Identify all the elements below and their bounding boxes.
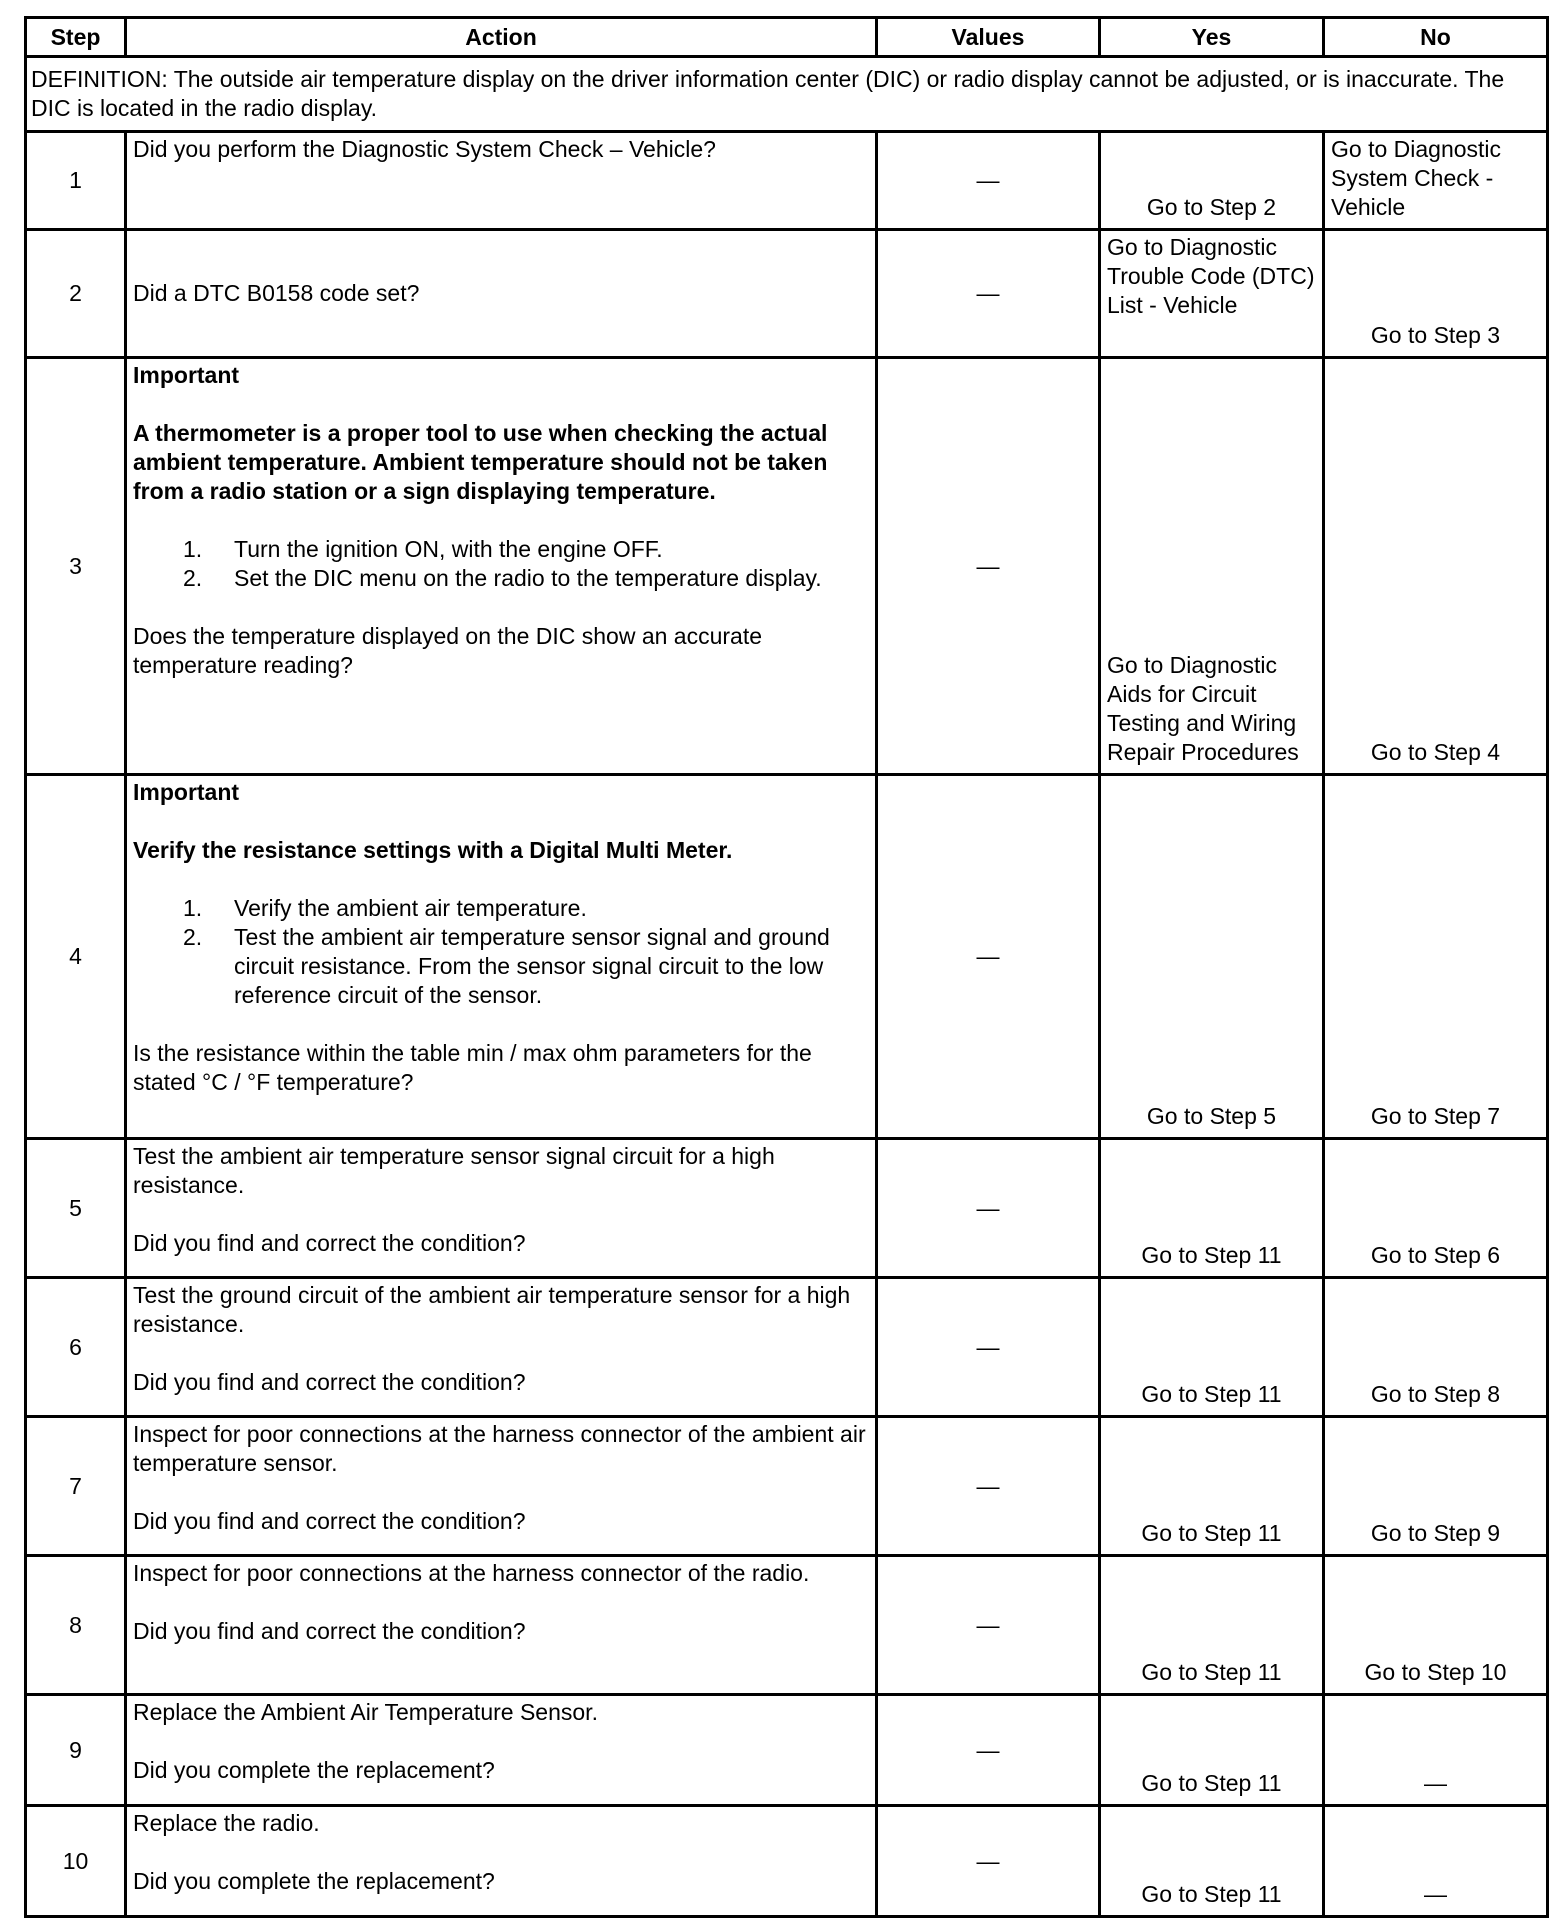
table-row [26, 358, 1548, 775]
yes-cell: Go to Diagnostic Trouble Code (DTC) List - Vehicle [1100, 230, 1324, 358]
header-yes: Yes [1100, 18, 1324, 57]
list-item [183, 894, 869, 923]
yes-cell: Go to Step 11 [1100, 1417, 1324, 1556]
step-number: 3 [26, 358, 126, 775]
values-cell: — [877, 230, 1100, 358]
action-question: Did you perform the Diagnostic System Check – Vehicle? [133, 136, 716, 162]
action-question: Is the resistance within the table min / max ohm parameters for the stated °C / °F temperature? [133, 1040, 812, 1095]
values-cell: — [877, 1695, 1100, 1806]
action-cell [126, 1806, 877, 1917]
values-cell: — [877, 358, 1100, 775]
values-cell: — [877, 1278, 1100, 1417]
action-instruction: Inspect for poor connections at the harness connector of the radio. [133, 1560, 810, 1586]
list-item [183, 535, 869, 564]
step-number: 8 [26, 1556, 126, 1695]
table-row [26, 1806, 1548, 1917]
header-no: No [1324, 18, 1548, 57]
table-row [26, 1417, 1548, 1556]
no-cell: Go to Step 8 [1324, 1278, 1548, 1417]
list-number: 1. [183, 536, 203, 562]
no-cell: Go to Step 3 [1324, 230, 1548, 358]
list-text: Test the ambient air temperature sensor signal and ground circuit resistance. From the sensor signal circuit to the low reference circuit of the sensor. [234, 924, 830, 1008]
action-cell [126, 1556, 877, 1695]
header-action: Action [126, 18, 877, 57]
no-cell: Go to Step 4 [1324, 358, 1548, 775]
action-instruction: Replace the radio. [133, 1810, 320, 1836]
table-row [26, 1139, 1548, 1278]
action-cell [126, 1278, 877, 1417]
values-cell: — [877, 775, 1100, 1139]
action-question: Did you find and correct the condition? [133, 1369, 526, 1395]
action-instruction: Test the ambient air temperature sensor signal circuit for a high resistance. [133, 1143, 775, 1198]
action-question: Does the temperature displayed on the DIC show an accurate temperature reading? [133, 623, 763, 678]
diagnostic-table-container [24, 16, 1549, 1918]
table-row [26, 1278, 1548, 1417]
yes-cell: Go to Step 5 [1100, 775, 1324, 1139]
no-cell: Go to Step 10 [1324, 1556, 1548, 1695]
step-number: 1 [26, 132, 126, 230]
important-note: A thermometer is a proper tool to use when checking the actual ambient temperature. Ambient temperature should not be taken from a radio station or a sign displaying temperature. [133, 420, 828, 504]
yes-cell: Go to Step 11 [1100, 1139, 1324, 1278]
values-cell: — [877, 132, 1100, 230]
no-cell: Go to Step 9 [1324, 1417, 1548, 1556]
no-cell: Go to Step 7 [1324, 775, 1548, 1139]
step-number: 7 [26, 1417, 126, 1556]
list-text: Set the DIC menu on the radio to the temperature display. [234, 565, 822, 591]
table-row [26, 1695, 1548, 1806]
yes-cell: Go to Step 2 [1100, 132, 1324, 230]
list-item [183, 564, 869, 593]
definition-row [26, 57, 1548, 132]
yes-cell: Go to Step 11 [1100, 1556, 1324, 1695]
values-cell: — [877, 1417, 1100, 1556]
yes-cell: Go to Diagnostic Aids for Circuit Testing and Wiring Repair Procedures [1100, 358, 1324, 775]
step-number: 4 [26, 775, 126, 1139]
action-question: Did you complete the replacement? [133, 1757, 495, 1783]
action-cell [126, 1139, 877, 1278]
list-item [183, 923, 869, 1010]
diagnostic-table [24, 16, 1549, 1918]
yes-cell: Go to Step 11 [1100, 1278, 1324, 1417]
no-cell: — [1324, 1695, 1548, 1806]
list-number: 1. [183, 895, 203, 921]
step-number: 2 [26, 230, 126, 358]
action-question: Did you find and correct the condition? [133, 1618, 526, 1644]
action-instruction: Test the ground circuit of the ambient air temperature sensor for a high resistance. [133, 1282, 851, 1337]
action-cell [126, 230, 877, 358]
table-row [26, 230, 1548, 358]
step-number: 6 [26, 1278, 126, 1417]
action-cell [126, 132, 877, 230]
list-number: 2. [183, 924, 203, 950]
action-instruction: Replace the Ambient Air Temperature Sensor. [133, 1699, 598, 1725]
table-row [26, 775, 1548, 1139]
list-number: 2. [183, 565, 203, 591]
header-values: Values [877, 18, 1100, 57]
yes-cell: Go to Step 11 [1100, 1806, 1324, 1917]
important-label: Important [133, 779, 240, 805]
header-row [26, 18, 1548, 57]
values-cell: — [877, 1139, 1100, 1278]
action-cell [126, 1695, 877, 1806]
list-text: Turn the ignition ON, with the engine OFF. [234, 536, 663, 562]
values-cell: — [877, 1556, 1100, 1695]
action-cell [126, 1417, 877, 1556]
action-cell [126, 358, 877, 775]
no-cell: Go to Diagnostic System Check - Vehicle [1324, 132, 1548, 230]
header-step: Step [26, 18, 126, 57]
action-question: Did you find and correct the condition? [133, 1508, 526, 1534]
action-question: Did a DTC B0158 code set? [133, 280, 420, 306]
procedure-list [183, 894, 869, 1010]
action-question: Did you complete the replacement? [133, 1868, 495, 1894]
table-row [26, 132, 1548, 230]
step-number: 5 [26, 1139, 126, 1278]
action-question: Did you find and correct the condition? [133, 1230, 526, 1256]
no-cell: — [1324, 1806, 1548, 1917]
yes-cell: Go to Step 11 [1100, 1695, 1324, 1806]
action-instruction: Inspect for poor connections at the harness connector of the ambient air temperature sensor. [133, 1421, 866, 1476]
list-text: Verify the ambient air temperature. [234, 895, 587, 921]
procedure-list [183, 535, 869, 593]
step-number: 9 [26, 1695, 126, 1806]
definition-text: DEFINITION: The outside air temperature display on the driver information center (DIC) or radio display cannot be adjusted, or is inaccurate. The DIC is located in the radio display. [26, 57, 1548, 132]
values-cell: — [877, 1806, 1100, 1917]
action-cell [126, 775, 877, 1139]
no-cell: Go to Step 6 [1324, 1139, 1548, 1278]
table-row [26, 1556, 1548, 1695]
important-note: Verify the resistance settings with a Digital Multi Meter. [133, 837, 733, 863]
important-label: Important [133, 362, 240, 388]
step-number: 10 [26, 1806, 126, 1917]
